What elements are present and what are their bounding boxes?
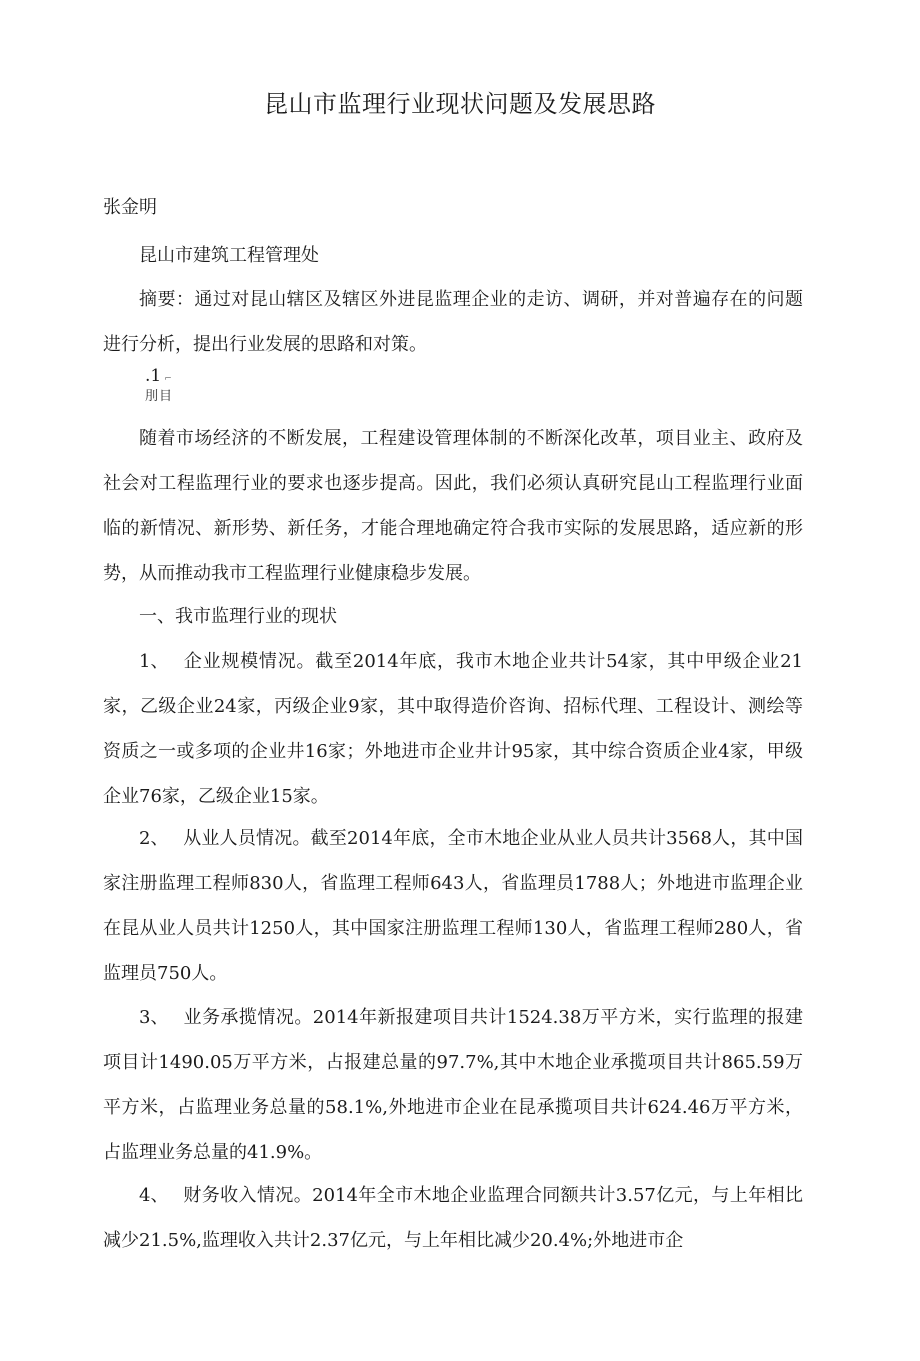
- author-name: 张金明: [103, 197, 157, 218]
- list-item: [103, 816, 803, 996]
- preface-heading: 刖目: [145, 389, 174, 404]
- section-heading-1: 一、我市监理行业的现状: [139, 606, 337, 627]
- affiliation: 昆山市建筑工程管理处: [139, 245, 319, 266]
- list-item-number: 4、: [139, 1185, 169, 1206]
- list-item: [103, 995, 803, 1175]
- section-number-text: .1: [145, 366, 162, 386]
- list-item: [103, 639, 803, 819]
- list-item-text: 企业规模情况。截至2014年底，我市木地企业共计54家，其中甲级企业21家，乙级企业24家，丙级企业9家，其中取得造价咨询、招标代理、工程设计、测绘等资质之一或多项的企业井16家；外地进市企业井计95家，其中综合资质企业4家，甲级企业76家，乙级企业15家。: [103, 651, 803, 807]
- section-number: [145, 366, 172, 389]
- list-item-number: 3、: [139, 1007, 169, 1028]
- list-item-text: 业务承揽情况。2014年新报建项目共计1524.38万平方米，实行监理的报建项目计1490.05万平方米，占报建总量的97.7%,其中木地企业承揽项目共计865.59万平方米，占监理业务总量的58.1%,外地进市企业在昆承揽项目共计624.46万平方米，占监理业务总量的41.9%。: [103, 1007, 803, 1163]
- list-item-text: 从业人员情况。截至2014年底，全市木地企业从业人员共计3568人，其中国家注册监理工程师830人，省监理工程师643人，省监理员1788人；外地进市监理企业在昆从业人员共计1250人，其中国家注册监理工程师130人，省监理工程师280人，省监理员750人。: [103, 828, 803, 984]
- layout-mark: ⌐: [164, 374, 172, 384]
- list-item-text: 财务收入情况。2014年全市木地企业监理合同额共计3.57亿元，与上年相比减少21.5%,监理收入共计2.37亿元，与上年相比减少20.4%;外地进市企: [103, 1185, 803, 1251]
- abstract-paragraph: 摘要：通过对昆山辖区及辖区外进昆监理企业的走访、调研，并对普遍存在的问题进行分析，提出行业发展的思路和对策。: [103, 289, 803, 355]
- list-item-number: 1、: [139, 651, 169, 672]
- list-item: [103, 1173, 803, 1263]
- document-title: 昆山市监理行业现状问题及发展思路: [264, 90, 656, 118]
- list-item-number: 2、: [139, 828, 169, 849]
- intro-paragraph: 随着市场经济的不断发展，工程建设管理体制的不断深化改革，项目业主、政府及社会对工程监理行业的要求也逐步提高。因此，我们必须认真研究昆山工程监理行业面临的新情况、新形势、新任务，才能合理地确定符合我市实际的发展思路，适应新的形势，从而推动我市工程监理行业健康稳步发展。: [103, 428, 803, 584]
